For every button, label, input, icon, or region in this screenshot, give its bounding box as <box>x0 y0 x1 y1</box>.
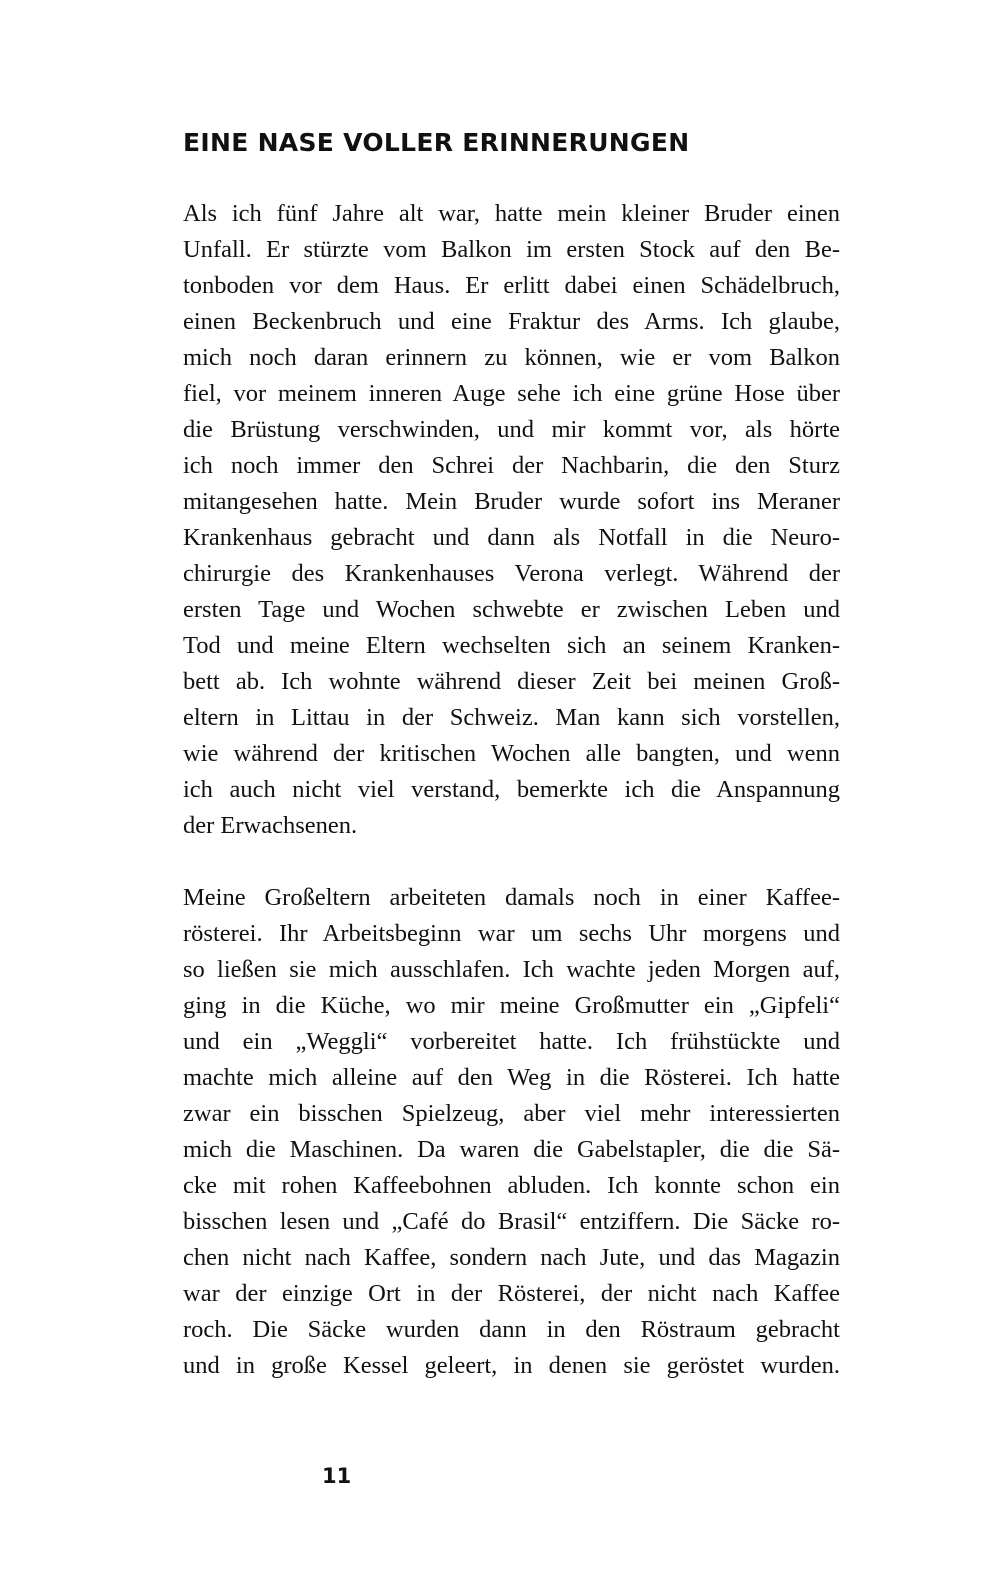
paragraph-1 <box>183 196 840 844</box>
body-text <box>183 196 840 1384</box>
text-line: chen nicht nach Kaffee, sondern nach Jute, und das Magazin <box>183 1244 840 1271</box>
text-line: ich auch nicht viel verstand, bemerkte ich die Anspannung <box>183 776 840 803</box>
text-line: und in große Kessel geleert, in denen sie geröstet wurden. <box>183 1352 840 1379</box>
text-line: die Brüstung verschwinden, und mir kommt vor, als hörte <box>183 416 840 443</box>
chapter-title: EINE NASE VOLLER ERINNERUNGEN <box>183 128 690 157</box>
text-line: machte mich alleine auf den Weg in die Rösterei. Ich hatte <box>183 1064 840 1091</box>
text-line: mitangesehen hatte. Mein Bruder wurde sofort ins Meraner <box>183 488 840 515</box>
text-line: so ließen sie mich ausschlafen. Ich wachte jeden Morgen auf, <box>183 956 840 983</box>
text-line: rösterei. Ihr Arbeitsbeginn war um sechs Uhr morgens und <box>183 920 840 947</box>
text-line: eltern in Littau in der Schweiz. Man kann sich vorstellen, <box>183 704 840 731</box>
text-line: der Erwachsenen. <box>183 812 358 839</box>
text-line: tonboden vor dem Haus. Er erlitt dabei einen Schädelbruch, <box>183 272 840 299</box>
text-line: zwar ein bisschen Spielzeug, aber viel mehr interessierten <box>183 1100 840 1127</box>
text-line: Meine Großeltern arbeiteten damals noch in einer Kaffee- <box>183 884 840 911</box>
text-line: mich noch daran erinnern zu können, wie er vom Balkon <box>183 344 840 371</box>
text-line: Krankenhaus gebracht und dann als Notfall in die Neuro- <box>183 524 840 551</box>
text-line: Unfall. Er stürzte vom Balkon im ersten Stock auf den Be- <box>183 236 840 263</box>
text-line: ersten Tage und Wochen schwebte er zwischen Leben und <box>183 596 840 623</box>
text-line: Als ich fünf Jahre alt war, hatte mein kleiner Bruder einen <box>183 200 840 227</box>
text-line: cke mit rohen Kaffeebohnen abluden. Ich konnte schon ein <box>183 1172 840 1199</box>
text-line: Tod und meine Eltern wechselten sich an seinem Kranken- <box>183 632 840 659</box>
text-line: chirurgie des Krankenhauses Verona verlegt. Während der <box>183 560 840 587</box>
text-line: roch. Die Säcke wurden dann in den Röstraum gebracht <box>183 1316 840 1343</box>
text-line: einen Beckenbruch und eine Fraktur des Arms. Ich glaube, <box>183 308 840 335</box>
text-line: wie während der kritischen Wochen alle bangten, und wenn <box>183 740 840 767</box>
text-line: bisschen lesen und „Café do Brasil“ entziffern. Die Säcke ro- <box>183 1208 840 1235</box>
text-line: war der einzige Ort in der Rösterei, der nicht nach Kaffee <box>183 1280 840 1307</box>
text-line: ging in die Küche, wo mir meine Großmutter ein „Gipfeli“ <box>183 992 840 1019</box>
text-line: fiel, vor meinem inneren Auge sehe ich eine grüne Hose über <box>183 380 840 407</box>
text-line: und ein „Weggli“ vorbereitet hatte. Ich frühstückte und <box>183 1028 840 1055</box>
page-number: 11 <box>322 1464 352 1488</box>
paragraph-2 <box>183 880 840 1384</box>
text-line: mich die Maschinen. Da waren die Gabelstapler, die die Sä- <box>183 1136 840 1163</box>
text-line: ich noch immer den Schrei der Nachbarin, die den Sturz <box>183 452 840 479</box>
text-line: bett ab. Ich wohnte während dieser Zeit bei meinen Groß- <box>183 668 840 695</box>
paragraph-gap <box>183 844 840 880</box>
